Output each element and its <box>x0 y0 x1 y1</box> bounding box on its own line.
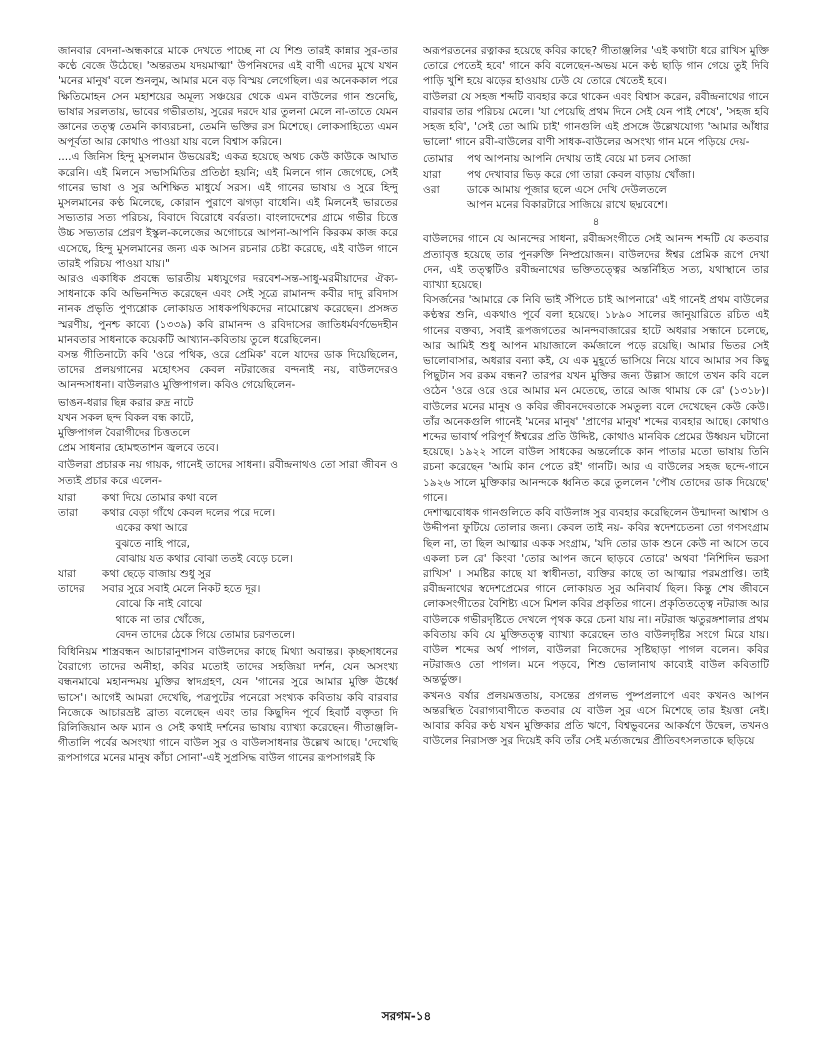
verse-speaker: তারা <box>58 507 78 520</box>
verse-speaker: তাদের <box>58 583 85 596</box>
poem-line: ভাঙন-ধরার ছিন্ন করার রুদ্র নাটে <box>58 396 194 409</box>
left-column <box>58 44 398 1000</box>
verse-speaker: তোমার <box>423 153 454 166</box>
verse-text: থাকে না তার খোঁজে, <box>102 613 205 626</box>
right-column <box>423 44 769 1000</box>
section-number: ৪ <box>592 216 600 229</box>
verse-line <box>58 567 398 582</box>
verse-speaker: যারা <box>423 168 442 181</box>
poem-block <box>58 396 398 457</box>
paragraph: বিধিনিয়ম শাস্ত্রবন্ধন আচারানুশাসন বাউলদের কাছে মিথ্যা অবান্তর। কৃচ্ছসাধনের বৈরাগ্যে তাদের অনীহা, কবির মতোই তাদের সহজিয়া দর্শন, যেন অসংখ্য বন্ধনমাঝে মহানন্দময় মুক্তির স্বাদগ্রহণ, যেন 'গানের সুরে আমার মুক্তি ঊর্ধ্বে ভাসে'। আগেই আমরা দেখেছি, পত্রপুটের পনেরো সংখ্যক কবিতায় কবি বারবার নিজেকে আচারভ্রষ্ট ব্রাত্য বলেছেন এবং তার কিছুদিন পূর্বে হিবার্ট বক্তৃতা দি রিলিজিয়ান অফ ম্যান ও সেই কথাই দর্শনের ভাষায় ব্যাখ্যা করেছেন। গীতাঞ্জলি-গীতালি পর্বের অসংখ্যা গানে বাউল সুর ও বাউলসাধনার উল্লেখ আছে। 'দেখেছি রূপসাগরে মনের মানুষ কাঁচা সোনা'-এই সুপ্রসিদ্ধ বাউল গানের রূপসাগরই কি <box>58 645 398 765</box>
paragraph: ....এ জিনিস হিন্দু মুসলমান উভয়েরই; একত্র হয়েছে অথচ কেউ কাউকে আঘাত করেনি। এই মিলনে সভাসমিতির প্রতিষ্ঠা হয়নি; এই মিলনে গান জেগেছে, সেই গানের ভাষা ও সুর অশিক্ষিত মাধুর্যে সরস। এই গানের ভাষায় ও সুরে হিন্দু মুসলমানের কণ্ঠ মিলেছে, কোরান পুরাণে ঝগড়া বাধেনি। এই মিলনেই ভারতের সভ্যতার সত্য পরিচয়, বিবাদে বিরোধে বর্বরতা। বাংলাদেশের গ্রামে গভীর চিত্তে উচ্চ সভ্যতার প্রেরণ ইস্কুল-কলেজের অগোচরে আপনা-আপনি কিরকম কাজ করে এসেছে, হিন্দু মুসলমানের জন্য এক আসন রচনার চেষ্টা করেছে, এই বাউল গানে তারই পরিচয় পাওয়া যায়।" <box>58 151 398 270</box>
paragraph: দেশাত্মবোধক গানগুলিতে কবি বাউলাঙ্গ সুর ব্যবহার করেছিলেন উন্মাদনা আশ্বাস ও উদ্দীপনা ফুটিয়ে তোলার জন্য। কেবল তাই নয়- কবির স্বদেশচেতনা তো গণসংগ্রাম ছিল না, তা ছিল আত্মার একক সংগ্রাম, 'যদি তোর ডাক শুনে কেউ না আসে তবে একলা চল রে' কিংবা 'তোর আপন জনে ছাড়বে তোরে' অথবা 'নিশিদিন ভরসা রাখিস' । সমষ্টির কাছে যা স্বাধীনতা, ব্যক্তির কাছে তা আত্মার পরমপ্রাপ্তি। তাই রবীন্দ্রনাথের স্বদেশপ্রেমের গানে লোকায়ত সুর অনিবার্য ছিল। কিন্তু শেষ জীবনে লোকসংগীতের বৈশিষ্ট্য এসে মিশল কবির প্রকৃতির গানে। প্রকৃতিতত্ত্বে নটরাজ আর বাউলকে গভীরদৃষ্টিতে দেখলে পৃথক করে চেনা যায় না। নটরাজ ঋতুরঙ্গশালার প্রথম কবিতায় কবি যে মুক্তিতত্ত্ব ব্যাখ্যা করেছেন তাও বাউলদৃষ্টির সংগে মিরে যায়। বাউল শব্দের অর্থ পাগল, বাউলরা নিজেদের সৃষ্টিছাড়া পাগল বলেন। কবির নটরাজও তো পাগল। মনে পড়বে, শিশু ভোলানাথ কাব্যেই বাউল কবিতাটি অন্তর্ভুক্ত। <box>423 507 769 687</box>
verse-text: বোঝায় যত কথার বোঝা ততই বেড়ে চলে। <box>102 552 293 565</box>
poem-line: যখন সকল ছন্দ বিকল বন্ধ কাটে, <box>58 411 194 424</box>
verse-line <box>58 597 398 612</box>
verse-speaker <box>423 198 467 213</box>
song-verse <box>423 152 769 213</box>
verse-speaker <box>58 628 102 643</box>
paragraph: বাউলদের গানে যে আনন্দের সাধনা, রবীন্দ্রসংগীতে সেই আনন্দ শব্দটি যে কতবার প্রত্যাবৃত্ত হয়েছে তার পুনরুক্তি নিষ্প্রয়োজন। বাউলদের ঈশ্বর প্রেমিক রূপে দেখা দেন, এই তত্ত্বটিও রবীন্দ্রনাথের ভক্তিতত্ত্বের অন্তর্নিহিত সত্য, যথাস্থানে তার ব্যাখ্যা হয়েছে। <box>423 233 769 292</box>
verse-line <box>423 152 769 167</box>
paragraph: জানবার বেদনা-অন্ধকারে মাকে দেখতে পাচ্ছে না যে শিশু তারই কান্নার সুর-তার কণ্ঠে বেজে উঠেছে। 'অন্তরতম যদয়মাত্মা' উপনিষদের এই বাণী এদের মুখে যখন 'মনের মানুষ' বলে শুনলুম, আমার মনে বড় বিস্ময় লেগেছিল। এর অনেককাল পরে ক্ষিতিমোহন সেন মহাশয়ের অমূল্য সঞ্চয়ের থেকে এমন বাউলের গান শুনেছি, ভাষার সরলতায়, ভাবের গভীরতায়, সুরের দরদে যার তুলনা মেলে না-তাতে যেমন জ্ঞানের তত্ত্ব তেমনি কাব্যরচনা, তেমনি ভক্তির রস মিশেছে। লোকসাহিত্যে এমন অপূর্বতা আর কোথাও পাওয়া যায় বলে বিশ্বাস করিনে। <box>58 45 398 149</box>
verse-line <box>58 537 398 552</box>
verse-text: পথ আপনায় আপনি দেখায় তাই বেয়ে মা চলব সোজা <box>467 153 691 166</box>
verse-line <box>58 552 398 567</box>
paragraph: বিসর্জনের 'আমারে কে নিবি ভাই সঁপিতে চাই আপনারে' এই গানেই প্রথম বাউলের কণ্ঠস্বর শুনি, একথাও পূর্বে বলা হয়েছে। ১৮৯০ সালের জানুয়ারিতে রচিত এই গানের বক্তব্য, সবাই রূপজগতের আনন্দবাজারের হাটে অধরার সন্ধানে চলেছে, আর আমিই শুধু আপন মায়াজালে কর্মজালে পড়ে রয়েছি। আমার ভিতর সেই ভালোবাসার, অধরার বন্যা কই, যে এক মুহূর্তে ভাসিয়ে নিয়ে যাবে আমার সব কিছু পিছুটান সব রকম বন্ধন? তারপর যখন মুক্তির জন্য উল্লাস জাগে তখন কবি বলে ওঠেন 'ওরে ওরে ওরে আমার মন মেতেছে, তারে আজ থামায় কে রে' (১৩১৮)। বাউলের মনের মানুষ ও কবির জীবনদেবতাকে সমতুল্য বলে দেখেছেন কেউ কেউ। তাঁর অনেকগুলি গানেই 'মনের মানুষ' 'প্রাণের মানুষ' শব্দের ব্যবহার আছে। কোথাও শব্দের ভাবার্থ পরিপূর্ণ ঈশ্বরের প্রতি উদ্দিষ্ট, কোথাও মানবিক প্রেমের উধ্বয়ন ঘটানো হয়েছে। ১৯২২ সালে বাউল সাধকের অন্তর্লোকে কান পাতার মতো ভাষায় তিনি রচনা করেছেন 'আমি কান পেতে রই' গানটি। আর এ বাউলের সহজ ছন্দে-গানে ১৯২৬ সালে মুক্তিকার আনন্দকে ধ্বনিত করে তুললেন 'পৌষ তোদের ডাক দিয়েছে' গানে। <box>423 294 769 504</box>
verse-line <box>423 168 769 183</box>
verse-text: কথা দিয়ে তোমার কথা বলে <box>102 491 218 504</box>
verse-line <box>423 198 769 213</box>
verse-text: কথা ছেড়ে বাজায় শুধু সুর <box>102 567 211 580</box>
poem-line: মুক্তিপাগল বৈরাগীদের চিত্ততলে <box>58 427 191 440</box>
verse-line <box>58 628 398 643</box>
verse-text: একের কথা আরে <box>102 522 188 535</box>
verse-text: ডাকে আমায় পূজার ছলে এসে দেখি দেউলতলে <box>467 183 667 196</box>
verse-text: পথ দেখাবার ভিড় করে গো তারা কেবল বাড়ায় খোঁজা। <box>467 168 695 181</box>
page-footer: সরগম-১৪ <box>381 1009 432 1023</box>
verse-line <box>58 506 398 521</box>
paragraph: বসন্ত গীতিনাট্যে কবি 'ওরে পথিক, ওরে প্রেমিক' বলে যাদের ডাক দিয়েছিলেন, তাদের প্রলয়গানের মহোৎসব কেবল নটরাজের বন্দনাই নয়, বাউলদেরও আনন্দসাধনা। বাউলরাও মুক্তিপাগল। কবিও গেয়েছিলেন- <box>58 349 398 392</box>
verse-text: বোঝে কি নাই বোঝে <box>102 598 203 611</box>
verse-speaker <box>58 521 102 536</box>
verse-speaker <box>58 552 102 567</box>
verse-line <box>58 491 398 506</box>
verse-speaker: যারা <box>58 491 77 504</box>
verse-text: কথার বেড়া গাঁথে কেবল দলের পরে দলে। <box>102 507 276 520</box>
paragraph: অরূপরতনের রত্নাকর হয়েছে কবির কাছে? গীতাঞ্জলির 'এই কথাটা ধরে রাখিস মুক্তি তোরে পেতেই হবে' গানে কবি বলেছেন-অভয় মনে কণ্ঠ ছাড়ি গান গেয়ে তুই দিবি পাড়ি খুশি হয়ে ঝড়ের হাওয়ায় ঢেউ যে তোরে খেতেই হবে। <box>423 45 769 88</box>
verse-text: বেদন তাদের ঠেকে গিয়ে তোমার চরণতলে। <box>102 628 296 641</box>
verse-text: সবার সুরে সবাই মেলে নিকট হতে দূর। <box>102 583 261 596</box>
verse-line <box>58 613 398 628</box>
verse-speaker <box>58 597 102 612</box>
song-verse <box>58 491 398 643</box>
paragraph: আরও একাধিক প্রবন্ধে ভারতীয় মধ্যযুগের দরবেশ-সন্ত-সাধু-মরমীয়াদের ঐক্য-সাধনাকে কবি অভিনন্দিত করেছেন এবং সেই সূত্রে রামানন্দ কবীর দাদু রবিদাস নানক প্রভৃতি পুণ্যশ্লোক লোকায়ত সাধকপথিকদের নামোল্লেখ করেছেন। প্রসঙ্গত স্মরণীয়, পুনশ্চ কাব্যে (১৩৩৯) কবি রামানন্দ ও রবিদাসের জাতিধর্মবর্ণভেদহীন মানবতার সাধনাকে কয়েকটি আখ্যান-কবিতায় তুলে ধরেছিলেন। <box>58 273 398 346</box>
paragraph: বাউলরা প্রচারক নয় গায়ক, গানেই তাদের সাধনা। রবীন্দ্রনাথও তো সারা জীবন ও সত্যই প্রচার করে এলেন- <box>58 459 398 487</box>
poem-line: প্রেম সাধনার হোমহুতাশন জ্বলবে তবে। <box>58 442 219 455</box>
paragraph: কখনও বর্ষার প্রলয়মত্ততায়, বসন্তের প্রগলভ পুষ্পপ্রলাপে এবং কখনও আপন অন্তরস্থিত বৈরাগ্যবাণীতে কতবার যে বাউল সুর এসে মিশেছে তার ইয়ত্তা নেই। আবার কবির কণ্ঠ যখন মুক্তিকার প্রতি ঋণে, বিশ্বভুবনের আকর্ষণে উদ্বেল, তখনও বাউলের নিরাসক্ত সুর দিয়েই কবি তাঁর সেই মর্ত্যজন্মের প্রীতিবৎসলতাকে ছড়িয়ে <box>423 689 769 748</box>
verse-line <box>58 582 398 597</box>
verse-text: বুঝতে নাহি পারে, <box>102 537 191 550</box>
verse-speaker: যারা <box>58 567 77 580</box>
verse-speaker <box>58 537 102 552</box>
verse-speaker <box>58 613 102 628</box>
paragraph: বাউলরা যে সহজ শব্দটি ব্যবহার করে থাকেন এবং বিশ্বাস করেন, রবীন্দ্রনাথের গানে বারবার তার পরিচয় মেলে। 'যা পেয়েছি প্রথম দিনে সেই যেন পাই শেষে', 'সহজ হবি সহজ হবি', 'সেই তো আমি চাই' গানগুলি এই প্রসঙ্গে উল্লেখযোগ্য 'আমার আঁধার ভালো' গানে রবী-বাউলের বাণী সাধক-বাউলের অসংখ্য গান মনে পড়িয়ে দেয়- <box>423 90 769 149</box>
verse-speaker: ওরা <box>423 183 440 196</box>
verse-line <box>58 521 398 536</box>
verse-line <box>423 183 769 198</box>
verse-text: আপন মনের বিকারটারে সাজিয়ে রাখে ছদ্মবেশে। <box>467 199 668 212</box>
